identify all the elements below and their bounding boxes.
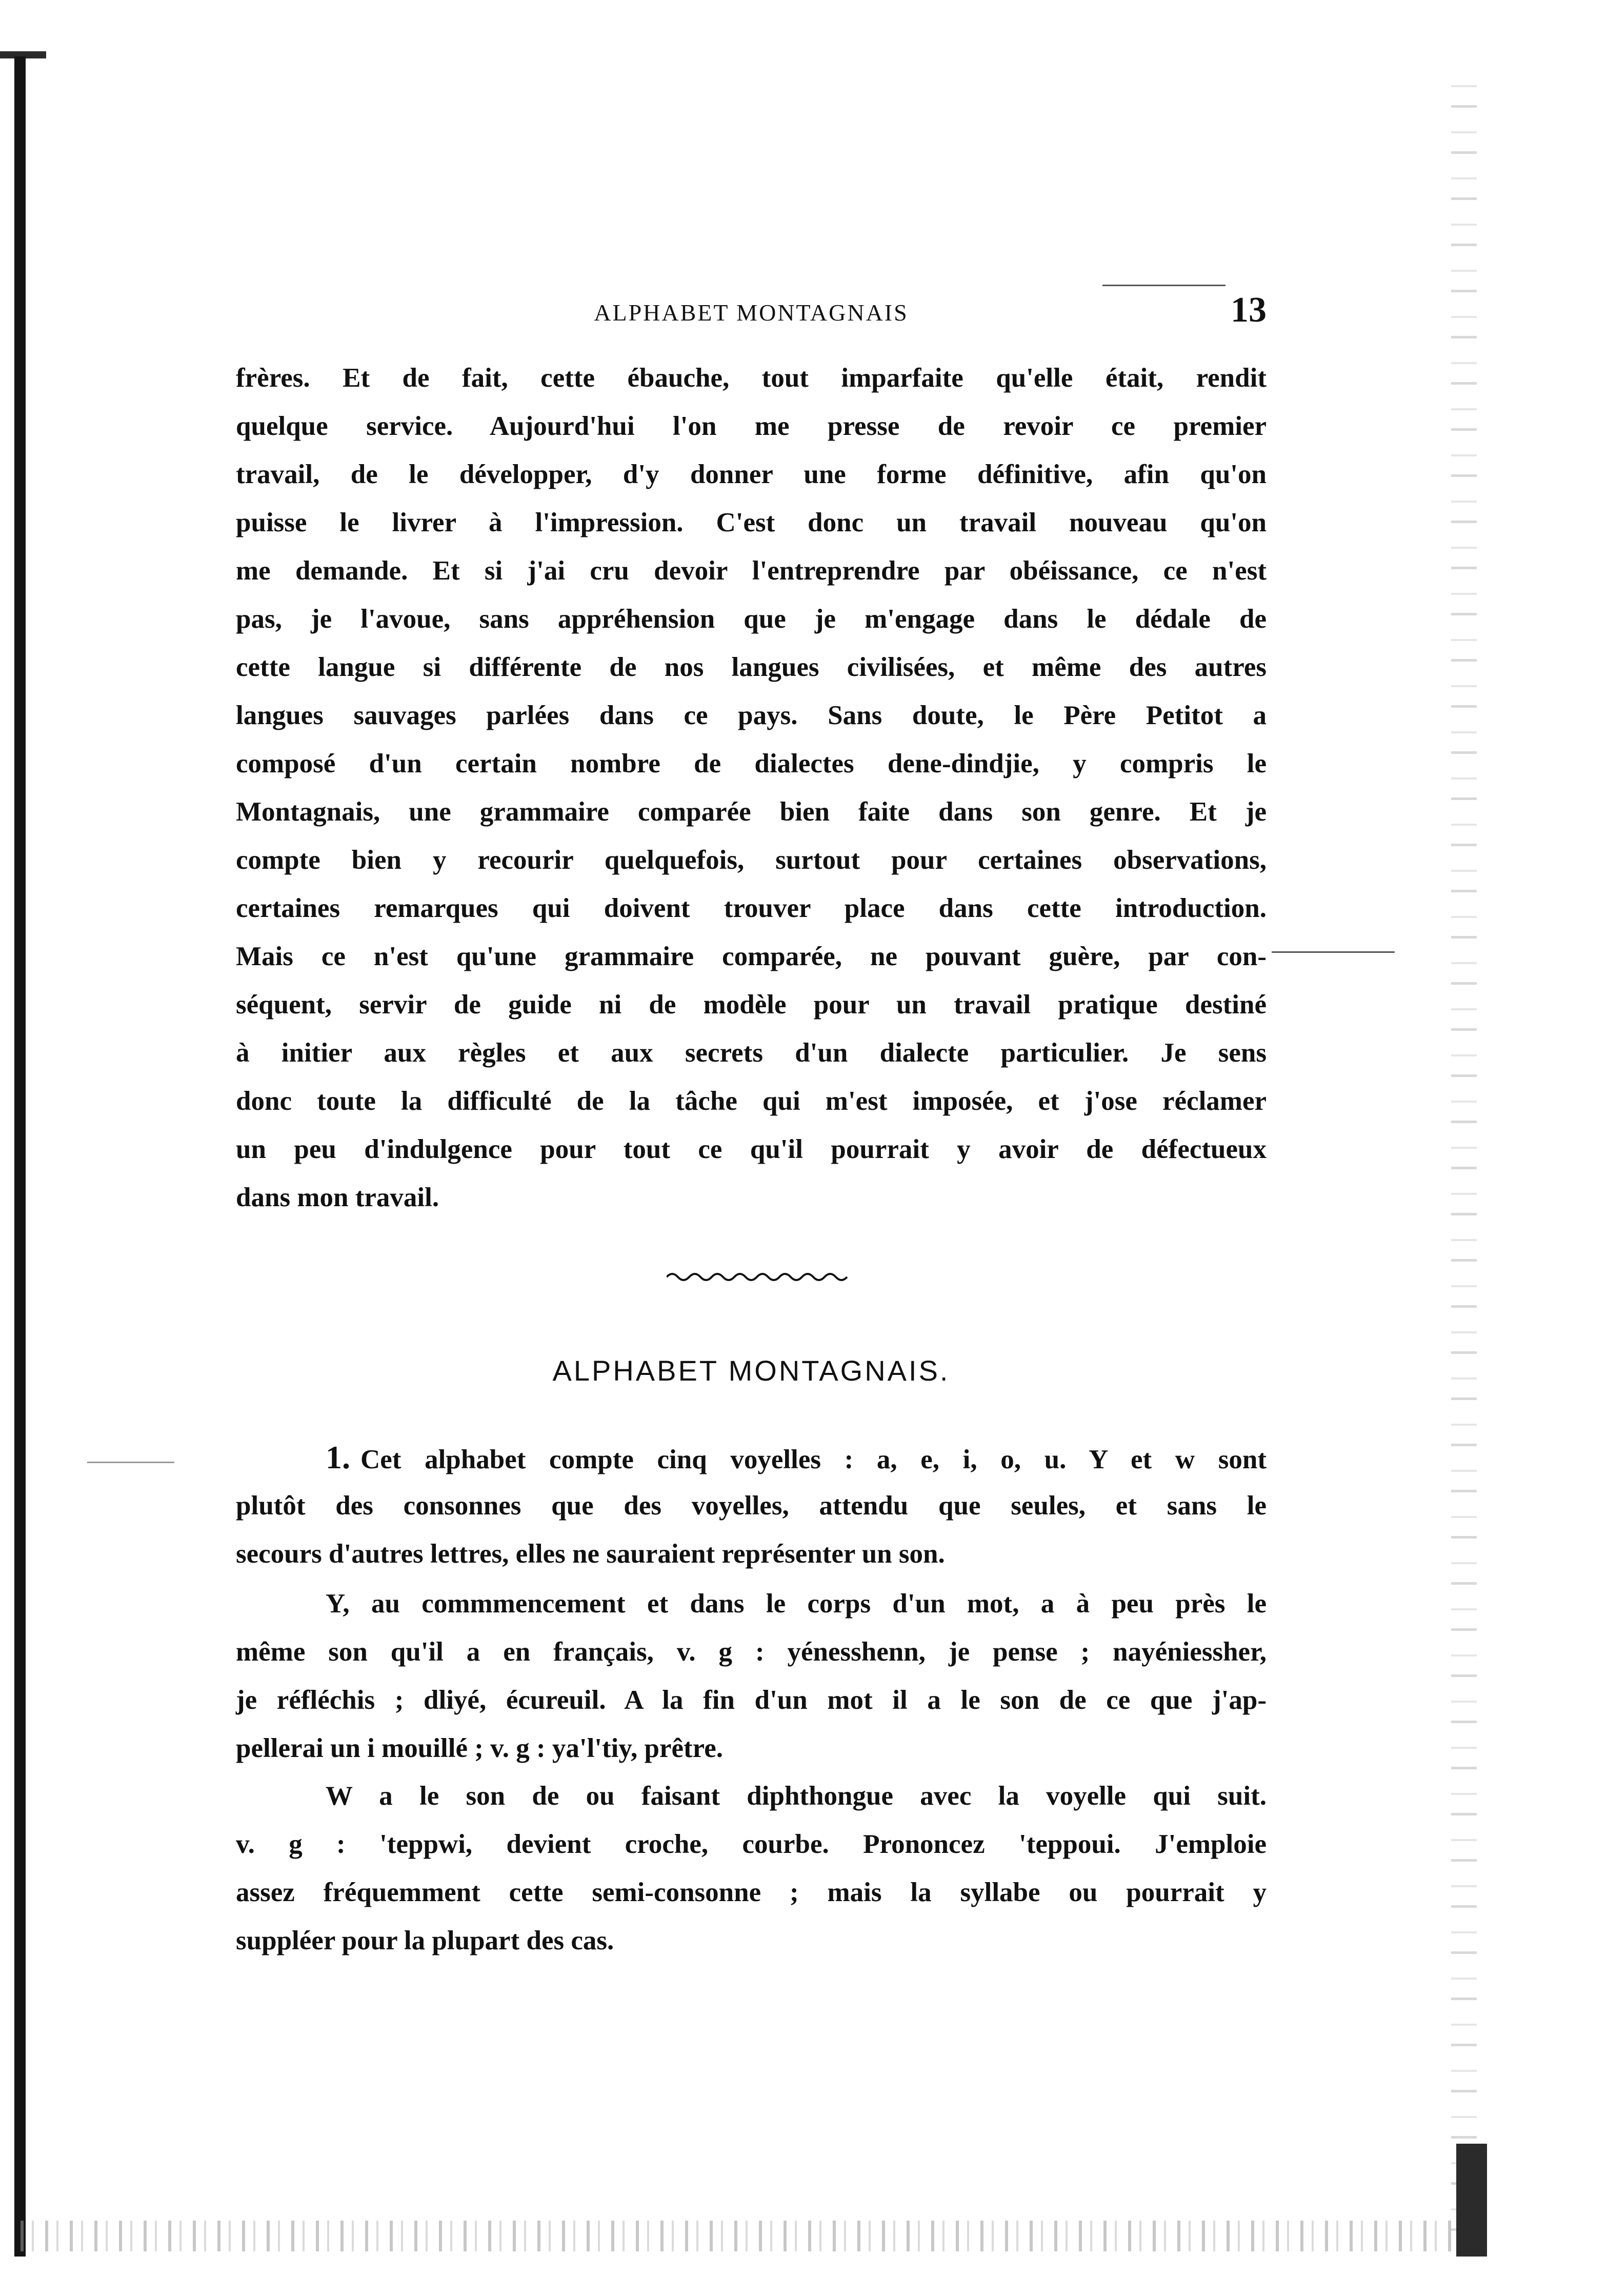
text-line: composé d'un certain nombre de dialectes dene-dindjie, y compris le	[236, 749, 1267, 778]
text-line: plutôt des consonnes que des voyelles, attendu que seules, et sans le	[236, 1491, 1267, 1521]
paragraph-w	[236, 1772, 1267, 1965]
stray-mark	[87, 1462, 174, 1463]
wavy-divider-ornament	[667, 1267, 851, 1287]
page-number: 13	[1231, 290, 1267, 330]
text-line: Mais ce n'est qu'une grammaire comparée, ne pouvant guère, par con-	[236, 942, 1267, 971]
text-line: un peu d'indulgence pour tout ce qu'il pourrait y avoir de défectueux	[236, 1134, 1267, 1164]
text-line: séquent, servir de guide ni de modèle pour un travail pratique destiné	[236, 990, 1267, 1020]
text-line: cette langue si différente de nos langues civilisées, et même des autres	[236, 652, 1267, 682]
text-line: secours d'autres lettres, elles ne sauraient représenter un son.	[236, 1539, 945, 1569]
text-line: donc toute la difficulté de la tâche qui m'est imposée, et j'ose réclamer	[236, 1086, 1267, 1116]
text-line: quelque service. Aujourd'hui l'on me presse de revoir ce premier	[236, 411, 1267, 441]
scan-bottom-edge-noise	[21, 2221, 1487, 2251]
text-line: langues sauvages parlées dans ce pays. Sans doute, le Père Petitot a	[236, 701, 1267, 730]
text-line: travail, de le développer, d'y donner une forme définitive, afin qu'on	[236, 460, 1267, 489]
text-line: Montagnais, une grammaire comparée bien faite dans son genre. Et je	[236, 797, 1267, 827]
text-line	[236, 1433, 1267, 1482]
paragraph-1	[236, 1433, 1267, 1578]
paragraph-intro	[236, 354, 1267, 1222]
text-line: frères. Et de fait, cette ébauche, tout imparfaite qu'elle était, rendit	[236, 363, 1267, 393]
text-line: v. g : 'teppwi, devient croche, courbe. Prononcez 'teppoui. J'emploie	[236, 1829, 1267, 1859]
scan-binding-edge	[14, 56, 26, 2257]
stray-mark	[1272, 951, 1395, 953]
text-line: certaines remarques qui doivent trouver place dans cette introduction.	[236, 893, 1267, 923]
text-line: je réfléchis ; dliyé, écureuil. A la fin d'un mot il a le son de ce que j'ap-	[236, 1685, 1267, 1715]
text-line: W a le son de ou faisant diphthongue avec la voyelle qui suit.	[326, 1781, 1267, 1811]
text-line: même son qu'il a en français, v. g : yénesshenn, je pense ; nayéniessher,	[236, 1637, 1267, 1667]
stray-mark	[1102, 285, 1226, 286]
text-line: pas, je l'avoue, sans appréhension que je m'engage dans le dédale de	[236, 604, 1267, 634]
section-title: ALPHABET MONTAGNAIS.	[552, 1354, 950, 1387]
scan-corner-smudge	[1456, 2144, 1487, 2257]
running-title: ALPHABET MONTAGNAIS	[594, 300, 909, 326]
paragraph-y	[236, 1580, 1267, 1772]
text-line: à initier aux règles et aux secrets d'un dialecte particulier. Je sens	[236, 1038, 1267, 1068]
text-line: puisse le livrer à l'impression. C'est donc un travail nouveau qu'on	[236, 508, 1267, 537]
scan-right-edge-noise	[1451, 77, 1477, 2231]
text-line: suppléer pour la plupart des cas.	[236, 1926, 614, 1955]
text-line: pellerai un i mouillé ; v. g : ya'l'tiy, prêtre.	[236, 1733, 723, 1763]
text-line: compte bien y recourir quelquefois, surtout pour certaines observations,	[236, 845, 1267, 875]
text-line-content: Cet alphabet compte cinq voyelles : a, e, i, o, u. Y et w sont	[360, 1445, 1267, 1474]
paragraph-number: 1.	[326, 1439, 350, 1475]
text-line: assez fréquemment cette semi-consonne ; mais la syllabe ou pourrait y	[236, 1878, 1267, 1907]
text-line: dans mon travail.	[236, 1183, 439, 1212]
page-header	[236, 290, 1267, 336]
text-line: me demande. Et si j'ai cru devoir l'entreprendre par obéissance, ce n'est	[236, 556, 1267, 586]
text-line: Y, au commmencement et dans le corps d'un mot, a à peu près le	[326, 1589, 1267, 1619]
